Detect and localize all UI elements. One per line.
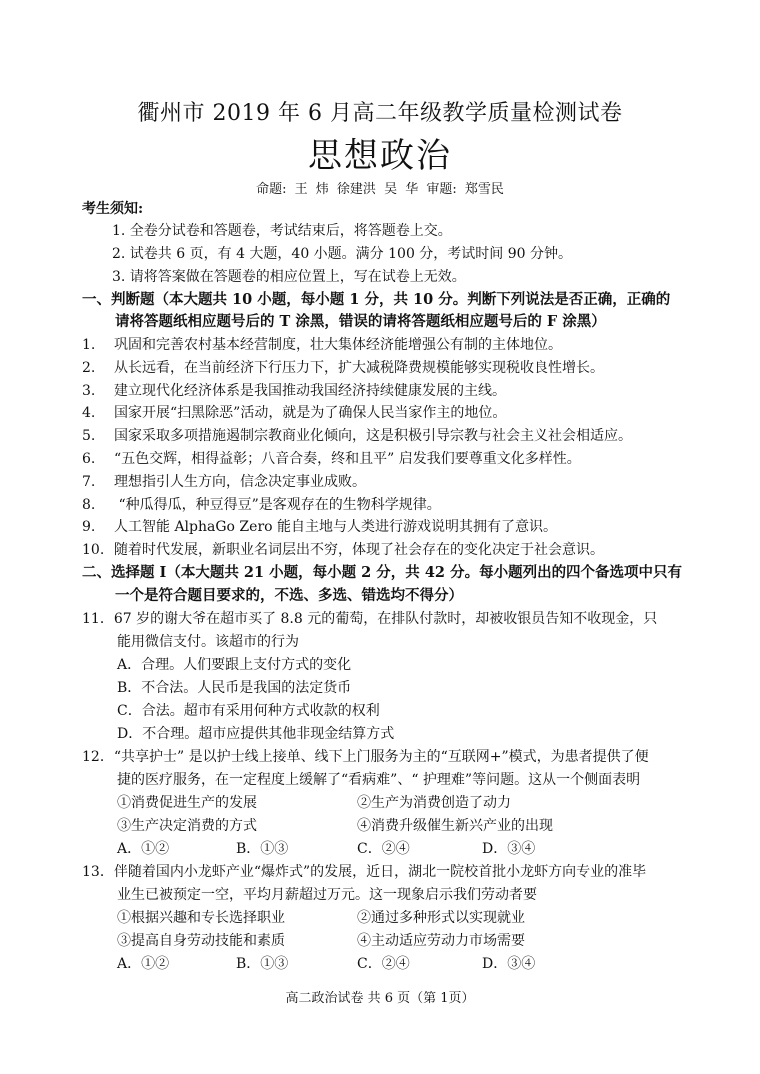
question-13-stem: 13．伴随着国内小龙虾产业“爆炸式”的发展，近日，湖北一院校首批小龙虾方向专业的准毕 [82, 864, 647, 880]
judge-item [82, 496, 441, 514]
judge-num: 7. [82, 474, 96, 490]
judge-num: 3. [82, 383, 96, 399]
question-13-choice-b: B．①③ [236, 956, 289, 972]
question-11-stem-cont: 能用微信支付。该超市的行为 [117, 634, 299, 650]
judge-text: 理想指引人生方向，信念决定事业成败。 [114, 474, 366, 490]
question-11-option-c: C．合法。超市有采用何种方式收款的权利 [117, 703, 380, 719]
judge-num: 1. [82, 337, 96, 353]
question-13-stem-cont: 业生已被预定一空，平均月薪超过万元。这一现象启示我们劳动者要 [117, 887, 537, 903]
judge-item [82, 382, 506, 400]
notice-item: 1. 全卷分试卷和答题卷，考试结束后，将答题卷上交。 [112, 223, 452, 239]
notice-item: 3. 请将答案做在答题卷的相应位置上，写在试卷上无效。 [112, 269, 466, 285]
judge-item [82, 336, 562, 354]
judge-item [82, 450, 581, 468]
judge-item [82, 359, 604, 377]
judge-text: 国家采取多项措施遏制宗教商业化倾向，这是积极引导宗教与社会主义社会相适应。 [114, 428, 632, 444]
authors-line: 命题: 王 炜 徐建洪 吴 华 审题: 郑雪民 [256, 182, 504, 197]
judge-num: 10. [82, 542, 105, 558]
section2-heading-cont: 一个是符合题目要求的，不选、多选、错选均不得分） [115, 587, 463, 604]
question-12-stem-cont: 捷的医疗服务，在一定程度上缓解了“看病难”、“ 护理难”等问题。这从一个侧面表明 [117, 772, 641, 788]
judge-num: 8. [82, 497, 96, 513]
judge-text: 随着时代发展，新职业名词层出不穷，体现了社会存在的变化决定于社会意识。 [114, 542, 604, 558]
question-12-choice-b: B．①③ [236, 841, 289, 857]
judge-item [82, 473, 366, 491]
judge-text: 国家开展“扫黑除恶”活动，就是为了确保人民当家作主的地位。 [114, 405, 507, 421]
judge-num: 6. [82, 451, 96, 467]
question-13-choice-d: D．③④ [482, 956, 536, 972]
judge-item [82, 404, 506, 422]
question-12-choice-d: D．③④ [482, 841, 536, 857]
judge-num: 2. [82, 360, 96, 376]
judge-item [82, 518, 557, 536]
question-13-statement: ②通过多种形式以实现就业 [357, 910, 525, 926]
question-12-statement: ②生产为消费创造了动力 [357, 795, 511, 811]
notice-heading: 考生须知: [82, 201, 144, 217]
judge-num: 4. [82, 405, 96, 421]
question-13-statement: ④主动适应劳动力市场需要 [357, 933, 525, 949]
question-13-choice-a: A．①② [117, 956, 170, 972]
question-13-statement: ③提高自身劳动技能和素质 [117, 933, 285, 949]
page-footer: 高二政治试卷 共 6 页（第 1页） [285, 991, 475, 1006]
exam-title: 衢州市 2019 年 6 月高二年级教学质量检测试卷 [137, 101, 623, 126]
question-12-stem: 12．“共享护士” 是以护士线上接单、线下上门服务为主的“互联网+”模式，为患者提供了便 [82, 749, 649, 765]
question-12-statement: ③生产决定消费的方式 [117, 818, 257, 834]
judge-item [82, 427, 632, 445]
question-12-choice-c: C．②④ [357, 841, 410, 857]
judge-text: 从长远看，在当前经济下行压力下，扩大减税降费规模能够实现税收良性增长。 [114, 360, 604, 376]
section2-heading: 二、选择题 I（本大题共 21 小题，每小题 2 分，共 42 分。每小题列出的四个备选项中只有 [82, 564, 683, 581]
judge-text: 巩固和完善农村基本经营制度，壮大集体经济能增强公有制的主体地位。 [114, 337, 562, 353]
question-11-option-d: D．不合理。超市应提供其他非现金结算方式 [117, 726, 395, 742]
judge-num: 5. [82, 428, 96, 444]
question-13-statement: ①根据兴趣和专长选择职业 [117, 910, 285, 926]
judge-text: 建立现代化经济体系是我国推动我国经济持续健康发展的主线。 [114, 383, 506, 399]
question-11-stem: 11．67 岁的谢大爷在超市买了 8.8 元的葡萄，在排队付款时，却被收银员告知不收现金，只 [82, 611, 658, 627]
judge-text: “种瓜得瓜，种豆得豆”是客观存在的生物科学规律。 [114, 497, 441, 513]
question-13-choice-c: C．②④ [357, 956, 410, 972]
notice-item: 2. 试卷共 6 页，有 4 大题，40 小题。满分 100 分，考试时间 90 分钟。 [112, 246, 573, 262]
question-11-option-b: B．不合法。人民币是我国的法定货币 [117, 680, 352, 696]
judge-item [82, 541, 604, 559]
question-12-statement: ①消费促进生产的发展 [117, 795, 257, 811]
subject-title: 思想政治 [308, 136, 452, 176]
question-12-statement: ④消费升级催生新兴产业的出现 [357, 818, 553, 834]
question-12-choice-a: A．①② [117, 841, 170, 857]
judge-text: “五色交辉，相得益彰；八音合奏，终和且平” 启发我们要尊重文化多样性。 [114, 451, 581, 467]
section1-heading-cont: 请将答题纸相应题号后的 T 涂黑，错误的请将答题纸相应题号后的 F 涂黑） [115, 313, 606, 330]
question-11-option-a: A．合理。人们要跟上支付方式的变化 [117, 657, 352, 673]
judge-text: 人工智能 AlphaGo Zero 能自主地与人类进行游戏说明其拥有了意识。 [114, 519, 558, 535]
section1-heading: 一、判断题（本大题共 10 小题，每小题 1 分，共 10 分。判断下列说法是否正确，正确的 [82, 291, 671, 308]
judge-num: 9. [82, 519, 96, 535]
